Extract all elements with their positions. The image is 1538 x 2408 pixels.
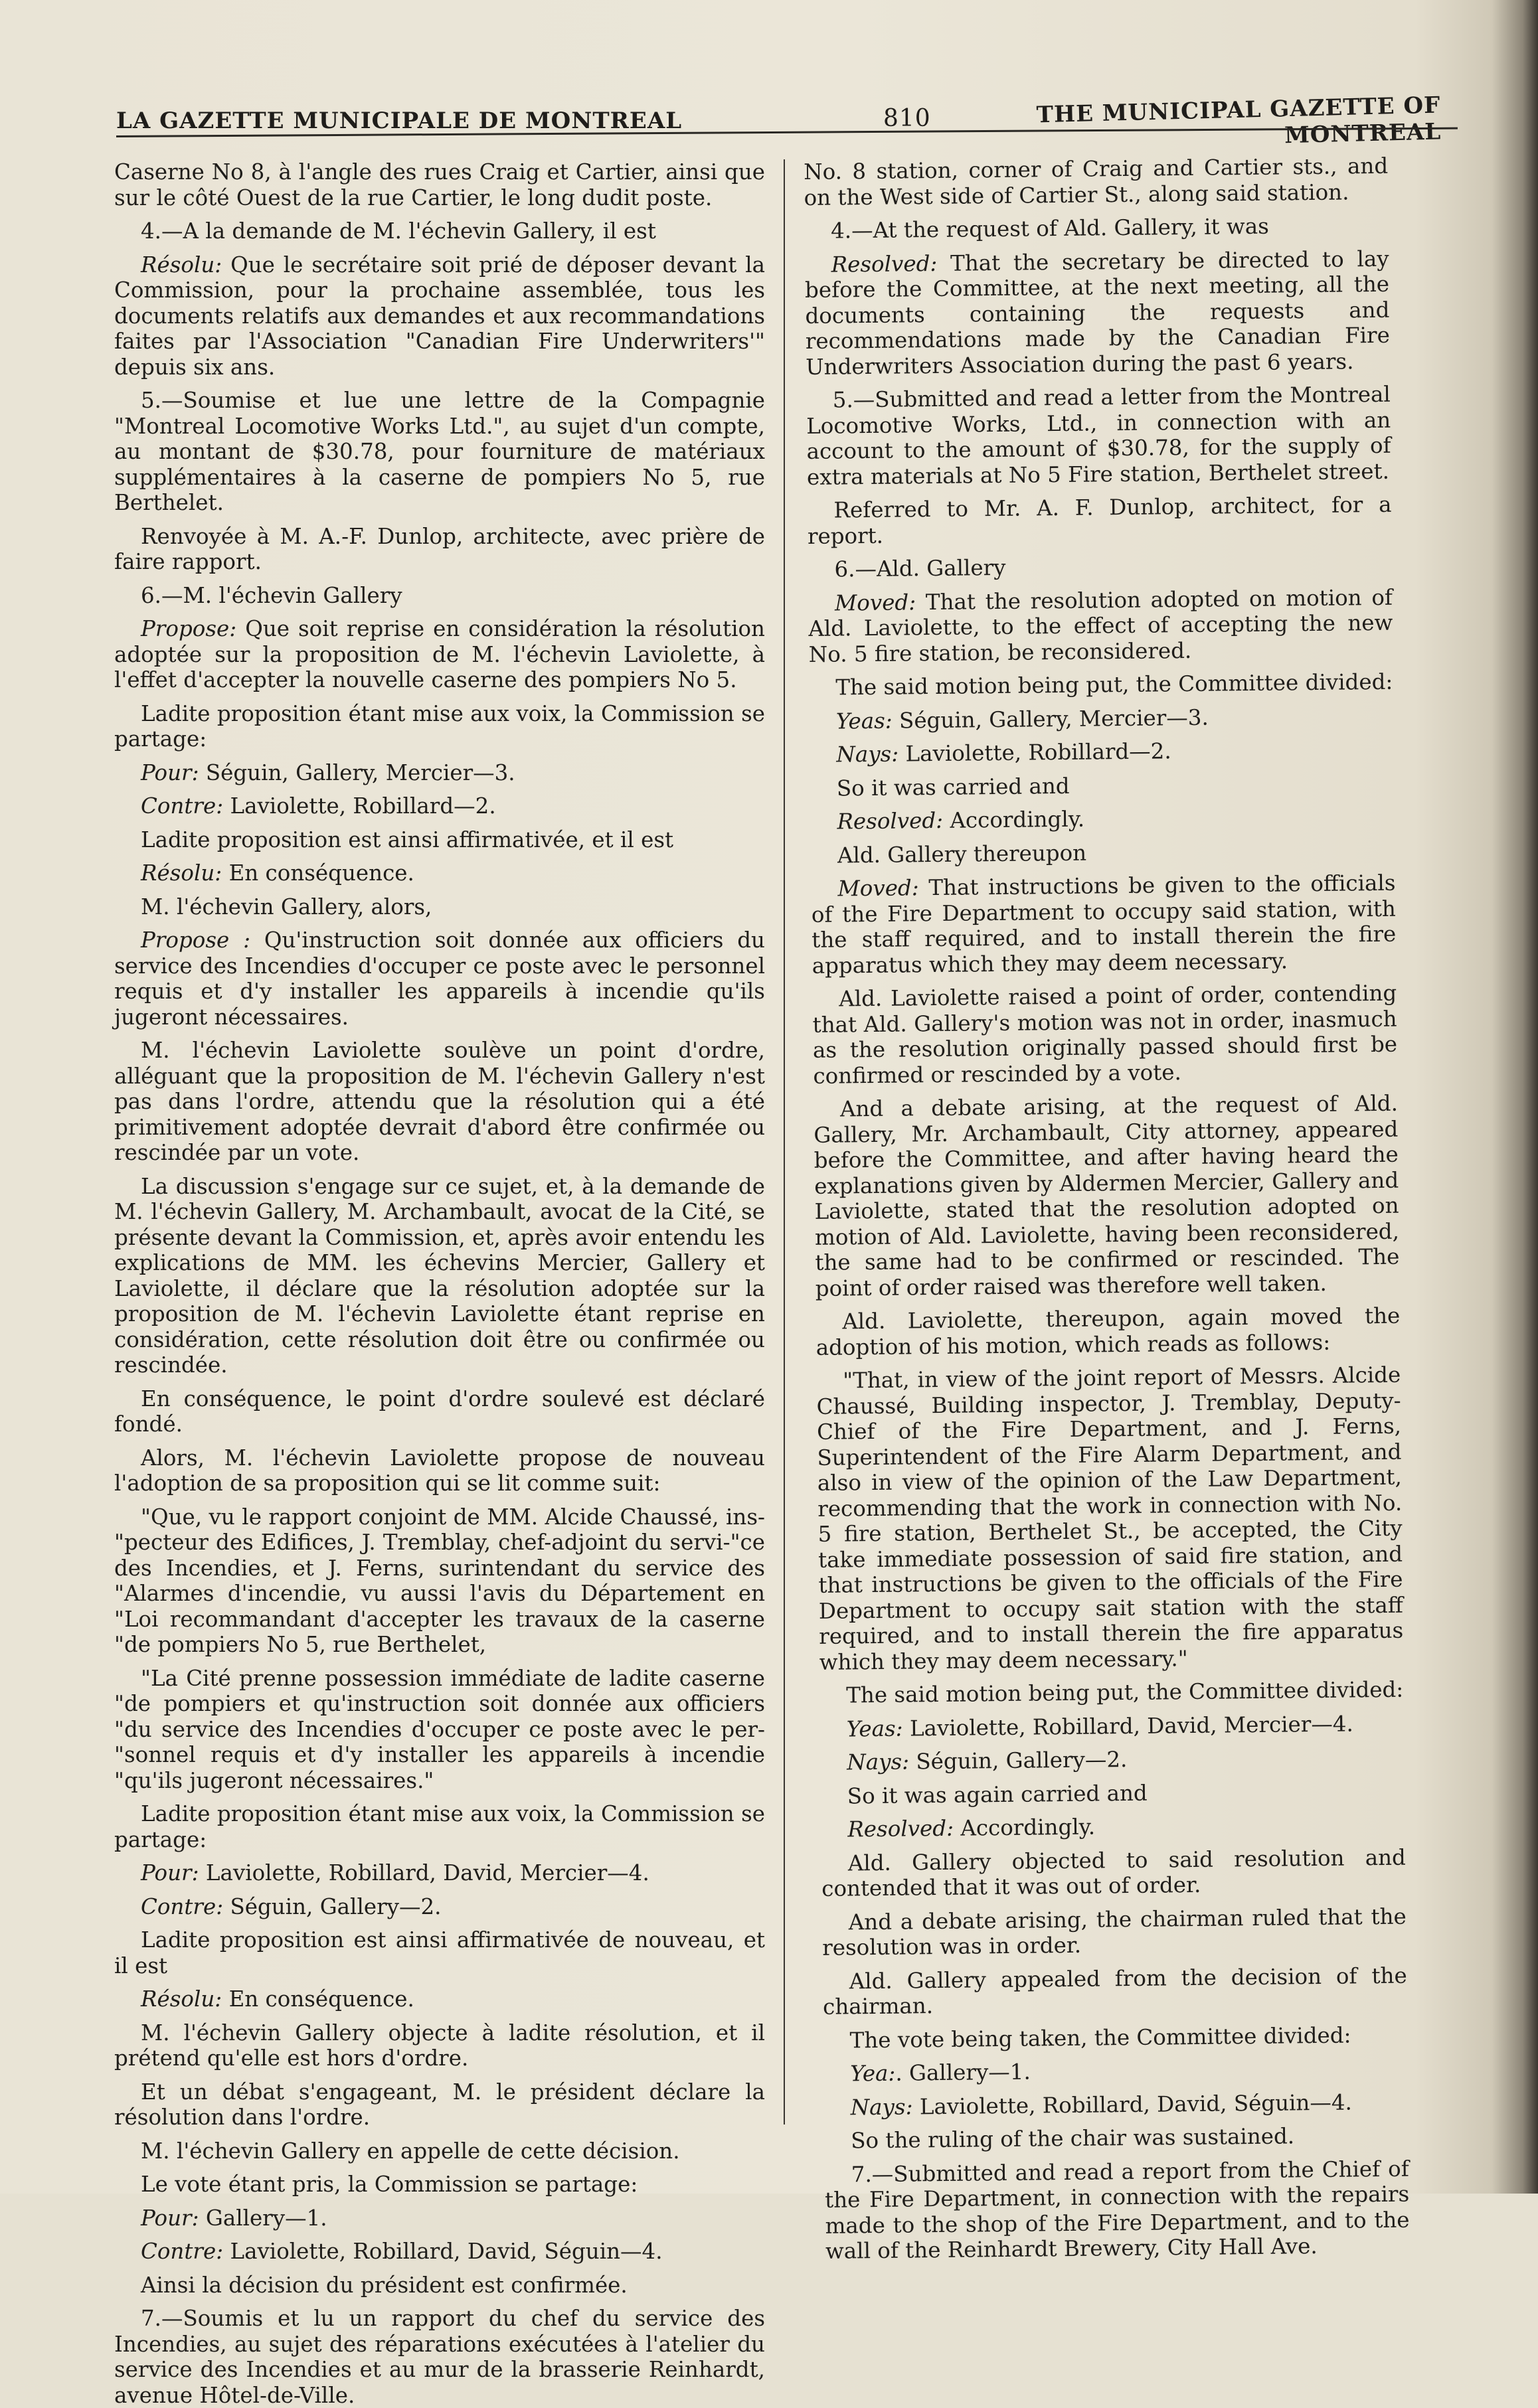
vote-names: . Gallery—1.: [895, 2059, 1031, 2086]
french-column: [114, 159, 765, 2408]
paragraph-text: That the resolution adopted on motion of Ald. Laviolette, to the effect of accepting the new No. 5 fire station, be reconsidered.: [808, 584, 1393, 667]
paragraph: Ainsi la décision du président est confirmée.: [141, 2272, 628, 2298]
paragraph: [114, 1986, 765, 2012]
paragraph-text: En conséquence.: [222, 860, 414, 886]
resolution-label: Résolu:: [141, 252, 222, 278]
paragraph: [811, 870, 1397, 979]
vote-names: Gallery—1.: [199, 2205, 327, 2231]
paragraph: [810, 803, 1395, 835]
paragraph-text: En conséquence.: [222, 1986, 414, 2012]
paragraph-text: Accordingly.: [953, 1814, 1096, 1841]
paragraph-text: Accordingly.: [942, 806, 1085, 833]
paragraph: M. l'échevin Gallery objecte à ladite résolution, et il prétend qu'elle est hors d'ordre.: [114, 2020, 765, 2071]
vote-line: [823, 2055, 1408, 2087]
paragraph: The said motion being put, the Committee divided:: [835, 669, 1393, 700]
paragraph: No. 8 station, corner of Craig and Cartier sts., and on the West side of Cartier St., along said station.: [804, 153, 1389, 210]
paragraph: La discussion s'engage sur ce sujet, et, à la demande de M. l'échevin Gallery, M. Archambault, avocat de la Cité, se présente devant la Commission, et, après avoir entendu les explications de MM. les échevins Mercier, Gallery et Laviolette, il déclare que la résolution adoptée sur la proposition de M. l'échevin Laviolette étant reprise en considération, cette résolution doit être ou confirmée ou rescindée.: [114, 1173, 765, 1378]
motion-label: Propose :: [141, 927, 251, 953]
motion-label: Moved:: [834, 589, 916, 616]
paragraph: [114, 616, 765, 693]
paragraph: Ald. Gallery objected to said resolution and contended that it was out of order.: [821, 1844, 1407, 1901]
vote-names: Laviolette, Robillard, David, Séguin—4.: [912, 2089, 1353, 2119]
paragraph: Ald. Gallery thereupon: [837, 840, 1087, 868]
paragraph: 6.—M. l'échevin Gallery: [141, 582, 402, 608]
paragraph: En conséquence, le point d'ordre soulevé est déclaré fondé.: [114, 1386, 765, 1437]
english-column: [804, 153, 1410, 2264]
paragraph-text: Que soit reprise en considération la résolution adoptée sur la proposition de M. l'échevin Laviolette, à l'effet d'accepter la nouvelle caserne des pompiers No 5.: [114, 616, 765, 692]
vote-names: Laviolette, Robillard, David, Séguin—4.: [223, 2239, 663, 2264]
paragraph: Ald. Laviolette raised a point of order, contending that Ald. Gallery's motion was not in order, inasmuch as the resolution originally passed should first be confirmed or rescinded by a vote.: [812, 980, 1398, 1089]
vote-label: Nays:: [847, 1749, 910, 1775]
vote-names: Laviolette, Robillard—2.: [223, 793, 496, 819]
paragraph: Ladite proposition étant mise aux voix, la Commission se partage:: [114, 700, 765, 752]
paragraph: 6.—Ald. Gallery: [834, 554, 1006, 582]
paragraph: And a debate arising, at the request of Ald. Gallery, Mr. Archambault, City attorney, appeared before the Committee, and after having heard the explanations given by Aldermen Mercier, Gallery and Laviolette, stated that the resolution adopted on motion of Ald. Laviolette, having been reconsidered, the same had to be confirmed or rescinded. The point of order raised was therefore well taken.: [813, 1090, 1400, 1301]
paragraph: Le vote étant pris, la Commission se partage:: [141, 2172, 638, 2197]
paragraph: Ald. Gallery appealed from the decision of the chairman.: [822, 1963, 1407, 2020]
paragraph: 7.—Submitted and read a report from the Chief of the Fire Department, in connection with the repairs made to the shop of the Fire Department, and to the wall of the Reinhardt Brewery, City Hall Ave.: [824, 2156, 1410, 2264]
vote-line: [114, 1894, 765, 1920]
vote-label: Contre:: [141, 793, 224, 819]
vote-names: Séguin, Gallery, Mercier—3.: [199, 760, 515, 785]
resolution-label: Resolved:: [847, 1815, 954, 1842]
resolution-label: Resolved:: [837, 807, 944, 835]
paragraph: Ald. Laviolette, thereupon, again moved the adoption of his motion, which reads as follows:: [815, 1303, 1401, 1360]
paragraph: 5.—Submitted and read a letter from the Montreal Locomotive Works, Ltd., in connection with an account to the amount of $30.78, for the supply of extra materials at No 5 Fire station, Berthelet street.: [806, 381, 1391, 490]
paragraph-text: That instructions be given to the officials of the Fire Department to occupy said station, with the staff required, and to install therein the fire apparatus which they may deem necessary.: [811, 870, 1397, 979]
paragraph: So the ruling of the chair was sustained.: [851, 2123, 1295, 2154]
vote-names: Séguin, Gallery—2.: [223, 1893, 442, 1919]
vote-label: Pour:: [141, 1860, 199, 1886]
paragraph: 4.—A la demande de M. l'échevin Gallery, il est: [141, 218, 656, 244]
vote-label: Nays:: [836, 741, 899, 767]
vote-names: Laviolette, Robillard, David, Mercier—4.: [902, 1710, 1354, 1741]
resolution-label: Resolved:: [831, 250, 938, 278]
resolution-label: Résolu:: [141, 860, 222, 886]
vote-label: Contre:: [141, 2239, 224, 2264]
paragraph: Et un débat s'engageant, M. le président déclare la résolution dans l'ordre.: [114, 2079, 765, 2130]
paragraph: 7.—Soumis et lu un rapport du chef du service des Incendies, au sujet des réparations exécutées à l'atelier du service des Incendies et au mur de la brasserie Reinhardt, avenue Hôtel-de-Ville.: [114, 2306, 765, 2408]
paragraph: 5.—Soumise et lue une lettre de la Compagnie "Montreal Locomotive Works Ltd.", au sujet d'un compte, au montant de $30.78, pour fourniture de matériaux supplémentaires à la caserne de pompiers No 5, rue Berthelet.: [114, 388, 765, 515]
header-french-title: LA GAZETTE MUNICIPALE DE MONTREAL: [116, 108, 683, 134]
vote-line: [820, 1744, 1405, 1776]
paragraph: M. l'échevin Gallery, alors,: [141, 894, 432, 920]
vote-line: [824, 2089, 1409, 2121]
paragraph: Caserne No 8, à l'angle des rues Craig et Cartier, ainsi que sur le côté Ouest de la rue Cartier, le long dudit poste.: [114, 159, 765, 210]
vote-line: [114, 2239, 765, 2265]
vote-line: [820, 1710, 1405, 1742]
vote-line: [810, 702, 1394, 734]
vote-line: [114, 2206, 765, 2231]
paragraph: So it was again carried and: [847, 1780, 1148, 1808]
column-divider: [784, 159, 785, 2125]
vote-label: Pour:: [141, 760, 199, 785]
paragraph: [114, 860, 765, 886]
paragraph: M. l'échevin Gallery en appelle de cette décision.: [141, 2138, 680, 2164]
paragraph: So it was carried and: [836, 773, 1070, 801]
paragraph: M. l'échevin Laviolette soulève un point d'ordre, alléguant que la proposition de M. l'échevin Gallery n'est pas dans l'ordre, attendu que la résolution qui a été primitivement adoptée devrait d'abord être confirmée ou rescindée par un vote.: [114, 1038, 765, 1165]
paragraph: The said motion being put, the Committee divided:: [846, 1676, 1404, 1708]
motion-label: Propose:: [141, 616, 237, 641]
paragraph-text: That the secretary be directed to lay before the Committee, at the next meeting, all the documents containing the requests and recommendations made by the Canadian Fire Underwriters Association during the past 6 years.: [804, 246, 1391, 380]
paragraph: [821, 1811, 1405, 1843]
vote-label: Yeas:: [835, 708, 893, 734]
paragraph: [804, 246, 1390, 380]
paragraph: Renvoyée à M. A.-F. Dunlop, architecte, avec prière de faire rapport.: [114, 523, 765, 574]
paragraph: 4.—At the request of Ald. Gallery, it was: [830, 213, 1269, 244]
vote-names: Laviolette, Robillard—2.: [898, 738, 1171, 767]
paragraph-text: Que le secrétaire soit prié de déposer devant la Commission, pour la prochaine assemblée, tous les documents relatifs aux demandes et aux recommandations faites par l'Association "Canadian Fire Underwriters'" depuis six ans.: [114, 252, 765, 380]
paragraph: Referred to Mr. A. F. Dunlop, architect, for a report.: [807, 491, 1392, 549]
paragraph: Ladite proposition est ainsi affirmativée, et il est: [141, 827, 674, 852]
vote-names: Laviolette, Robillard, David, Mercier—4.: [199, 1860, 649, 1886]
vote-label: Yea:: [849, 2060, 896, 2087]
paragraph: The vote being taken, the Committee divided:: [849, 2022, 1351, 2053]
paragraph: [808, 584, 1393, 667]
header-english-title: THE MUNICIPAL GAZETTE OF MONTREAL: [1036, 92, 1442, 149]
quoted-resolution: "La Cité prenne possession immédiate de ladite caserne "de pompiers et qu'instruction soit donnée aux officiers "du service des Incendies d'occuper ce poste avec le per-"sonnel requis et d'y installer les appareils à incendie "qu'ils jugeront nécessaires.": [114, 1665, 765, 1793]
vote-names: Séguin, Gallery, Mercier—3.: [892, 704, 1209, 734]
vote-names: Séguin, Gallery—2.: [908, 1747, 1128, 1775]
page-header: [116, 92, 1458, 149]
vote-label: Contre:: [141, 1893, 224, 1919]
vote-line: [810, 736, 1394, 768]
paragraph: Ladite proposition étant mise aux voix, la Commission se partage:: [114, 1801, 765, 1852]
vote-line: [114, 793, 765, 819]
vote-line: [114, 1860, 765, 1886]
vote-label: Pour:: [141, 2205, 199, 2231]
page-number: 810: [883, 105, 931, 132]
paragraph-text: Qu'instruction soit donnée aux officiers du service des Incendies d'occuper ce poste avec le personnel requis et d'y installer les appareils à incendie qu'ils jugeront nécessaires.: [114, 927, 765, 1030]
vote-line: [114, 760, 765, 786]
motion-label: Moved:: [837, 875, 919, 902]
resolution-label: Résolu:: [141, 1986, 222, 2012]
vote-label: Yeas:: [846, 1716, 903, 1741]
paragraph: [114, 927, 765, 1030]
paragraph: Ladite proposition est ainsi affirmativée de nouveau, et il est: [114, 1927, 765, 1978]
quoted-resolution: "Que, vu le rapport conjoint de MM. Alcide Chaussé, ins-"pecteur des Edifices, J. Tremblay, chef-adjoint du servi-"ce des Incendies, et J. Ferns, surintendant du service des "Alarmes d'incendie, vu aussi l'avis du Département en "Loi recommandant d'accepter les travaux de la caserne "de pompiers No 5, rue Berthelet,: [114, 1504, 765, 1657]
paragraph: And a debate arising, the chairman ruled that the resolution was in order.: [822, 1903, 1407, 1961]
paragraph: [114, 252, 765, 380]
vote-label: Nays:: [850, 2093, 913, 2120]
paragraph: Alors, M. l'échevin Laviolette propose de nouveau l'adoption de sa proposition qui se lit comme suit:: [114, 1445, 765, 1496]
quoted-resolution: "That, in view of the joint report of Messrs. Alcide Chaussé, Building inspector, J. Tremblay, Deputy-Chief of the Fire Department, and J. Ferns, Superintendent of the Fire Alarm Department, and also in view of the opinion of the Law Department, recommending that the work in connection with No. 5 fire station, Berthelet St., be accepted, the City take immediate possession of said fire station, and that instructions be given to the officials of the Fire Department to occupy sait station with the staff required, and to install therein the fire apparatus which they may deem necessary.": [816, 1362, 1404, 1675]
